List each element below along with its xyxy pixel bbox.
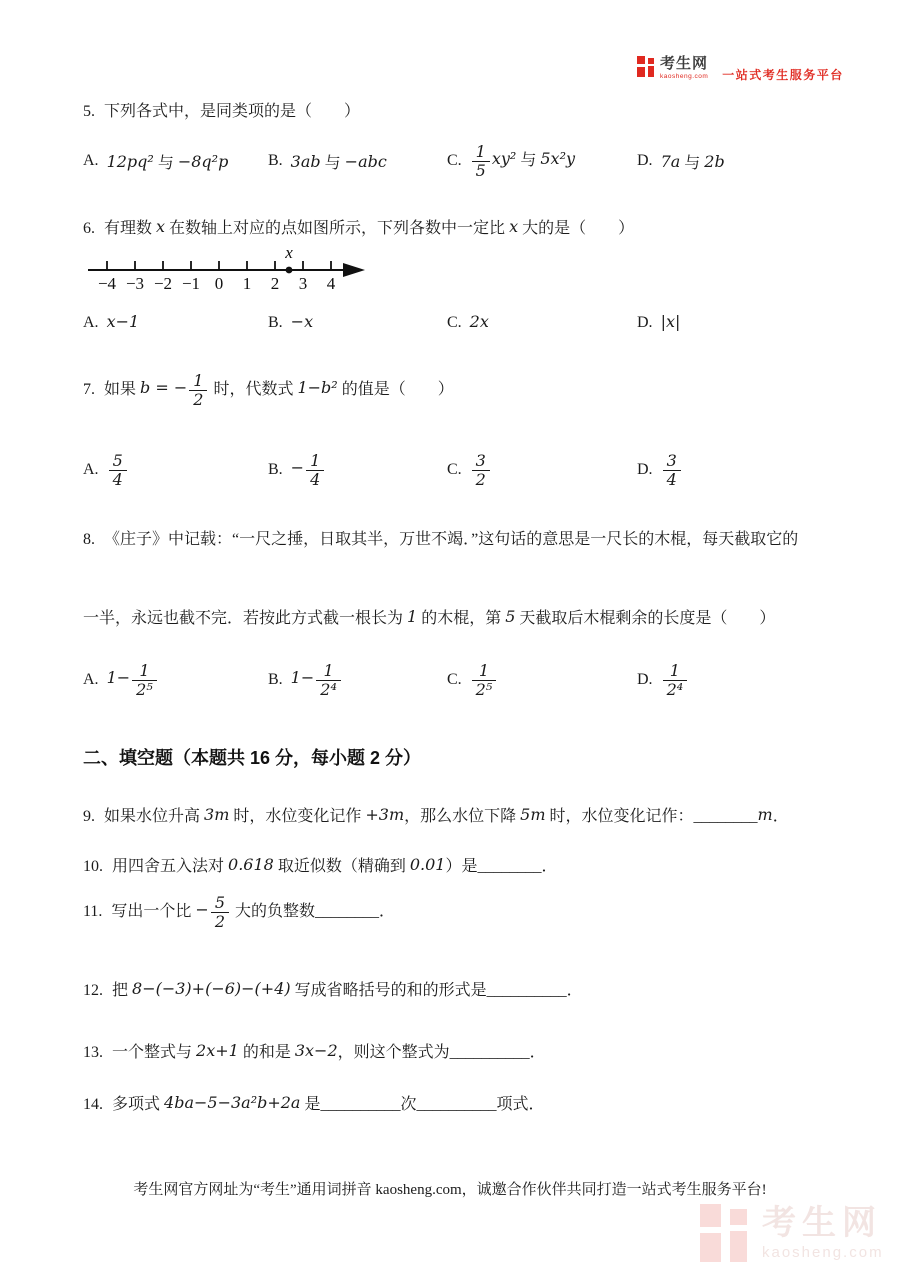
q6-option-b	[268, 308, 313, 338]
q7-option-a	[83, 440, 129, 500]
svg-text:4: 4	[326, 274, 336, 293]
q8-option-d	[637, 648, 689, 712]
q5-option-d	[637, 128, 725, 194]
question-8	[83, 528, 823, 553]
watermark-domain: kaosheng.com	[762, 1243, 884, 1261]
option-content: 2x	[469, 312, 489, 331]
option-content: x−1	[106, 312, 140, 331]
question-7	[83, 372, 823, 409]
q5-option-c	[447, 128, 575, 194]
option-label: B.	[268, 314, 283, 331]
question-10-number: 10.	[83, 858, 103, 875]
option-content: −x	[290, 312, 314, 331]
option-content: $\frac{3}{2}$	[470, 452, 492, 489]
svg-text:2: 2	[270, 274, 280, 293]
question-12	[83, 978, 823, 1004]
option-content: 3ab 与 −abc	[290, 151, 387, 172]
q8-option-c	[447, 648, 498, 712]
question-10-text: 用四舍五入法对 0.618 取近似数（精确到 0.01）是________．	[112, 855, 558, 875]
question-7-options	[83, 440, 823, 500]
question-14-text: 多项式 4ba−5−3a²b+2a 是__________次__________项式．	[112, 1093, 545, 1113]
question-6-number: 6.	[83, 220, 95, 237]
svg-text:x: x	[285, 246, 293, 262]
watermark-logo	[700, 1204, 884, 1262]
logo-text-group	[660, 56, 708, 80]
question-6-text: 有理数 x 在数轴上对应的点如图所示，下列各数中一定比 x 大的是（ ）	[104, 217, 635, 237]
question-5-options	[83, 128, 823, 194]
option-content: − $\frac{1}{4}$	[291, 452, 327, 489]
section-2-heading: 二、填空题（本题共 16 分，每小题 2 分）	[83, 748, 422, 768]
question-14	[83, 1092, 823, 1118]
question-8-line2: 一半，永远也截不完．若按此方式截一根长为 1 的木棍，第 5 天截取后木棍剩余的长度是（ ）	[83, 607, 776, 627]
logo-tagline: 一站式考生服务平台	[722, 68, 844, 82]
question-11	[83, 894, 823, 931]
q5-option-a	[83, 128, 228, 194]
svg-text:−3: −3	[125, 274, 145, 293]
option-label: D.	[637, 671, 653, 688]
q7-option-d	[637, 440, 683, 500]
option-label: D.	[637, 314, 653, 331]
q8-option-a	[83, 648, 159, 712]
option-label: B.	[268, 152, 283, 169]
q6-option-c	[447, 308, 489, 338]
question-13	[83, 1040, 823, 1066]
question-13-text: 一个整式与 2x+1 的和是 3x−2，则这个整式为__________．	[112, 1041, 546, 1061]
option-label: A.	[83, 461, 99, 478]
option-label: A.	[83, 152, 99, 169]
option-content: 1− $\frac{1}{\text{2⁴}}$	[291, 662, 343, 699]
option-content: |x|	[660, 312, 681, 331]
header-logo	[637, 56, 844, 83]
option-label: A.	[83, 314, 99, 331]
option-content: $\frac{5}{4}$	[107, 452, 129, 489]
option-content: 1− $\frac{1}{\text{2⁵}}$	[107, 662, 159, 699]
question-14-number: 14.	[83, 1096, 103, 1113]
logo-name: 考生网	[660, 55, 709, 72]
question-7-number: 7.	[83, 381, 95, 399]
svg-text:−1: −1	[181, 274, 201, 293]
q7-option-b	[268, 440, 326, 500]
question-9	[83, 804, 823, 830]
watermark-icon	[700, 1204, 752, 1262]
svg-text:−4: −4	[97, 274, 117, 293]
question-5	[83, 100, 823, 125]
question-5-number: 5.	[83, 103, 95, 120]
question-7-text: 如果 b = − $\frac{1}{2}$ 时，代数式 1−b² 的值是（ ）	[104, 371, 454, 409]
option-label: C.	[447, 152, 462, 169]
watermark-name: 考生网	[762, 1203, 882, 1242]
option-content: $\frac{1}{\text{2⁵}}$	[470, 662, 499, 699]
option-content: $\frac{3}{4}$	[661, 452, 683, 489]
option-label: A.	[83, 671, 99, 688]
footer-text: 考生网官方网址为“考生”通用词拼音 kaosheng.com，诚邀合作伙伴共同打造一站式考生服务平台!	[133, 1182, 767, 1198]
question-9-text: 如果水位升高 3m 时，水位变化记作 +3m，那么水位下降 5m 时，水位变化记作：________m．	[104, 805, 789, 825]
watermark-text-group	[762, 1203, 884, 1261]
question-11-text: 写出一个比 − $\frac{5}{2}$ 大的负整数________．	[111, 893, 396, 931]
q6-option-d	[637, 308, 680, 338]
q7-option-c	[447, 440, 492, 500]
question-5-text: 下列各式中，是同类项的是（ ）	[104, 103, 361, 120]
option-label: B.	[268, 461, 283, 478]
question-9-number: 9.	[83, 808, 95, 825]
question-12-text: 把 8−(−3)+(−6)−(+4) 写成省略括号的和的形式是__________．	[112, 979, 583, 999]
question-8-line1: 《庄子》中记载：“一尺之捶，日取其半，万世不竭．”这句话的意思是一尺长的木棍，每天截取它的	[104, 531, 799, 548]
option-label: C.	[447, 461, 462, 478]
q5-option-b	[268, 128, 387, 194]
option-content: $\frac{1}{\text{2⁴}}$	[661, 662, 690, 699]
logo-domain: kaosheng.com	[660, 73, 709, 80]
option-label: B.	[268, 671, 283, 688]
option-content: $\frac{1}{5}$ xy² 与 5x²y	[470, 143, 575, 180]
svg-text:−2: −2	[153, 274, 173, 293]
question-10	[83, 854, 823, 880]
question-6-options	[83, 308, 823, 338]
q6-option-a	[83, 308, 139, 338]
question-8-options	[83, 648, 823, 712]
option-label: D.	[637, 152, 653, 169]
q8-option-b	[268, 648, 343, 712]
question-12-number: 12.	[83, 982, 103, 999]
option-label: C.	[447, 314, 462, 331]
question-6	[83, 216, 823, 242]
question-11-number: 11.	[83, 903, 103, 921]
number-line-figure	[85, 246, 370, 298]
option-content: 12pq² 与 −8q²p	[106, 151, 229, 172]
question-8-number: 8.	[83, 531, 95, 548]
question-8-continued	[83, 606, 823, 632]
option-label: D.	[637, 461, 653, 478]
svg-text:0: 0	[214, 274, 224, 293]
kaosheng-logo-icon	[637, 56, 656, 77]
option-label: C.	[447, 671, 462, 688]
question-13-number: 13.	[83, 1044, 103, 1061]
svg-text:3: 3	[298, 274, 308, 293]
svg-text:1: 1	[242, 274, 252, 293]
option-content: 7a 与 2b	[660, 151, 725, 172]
